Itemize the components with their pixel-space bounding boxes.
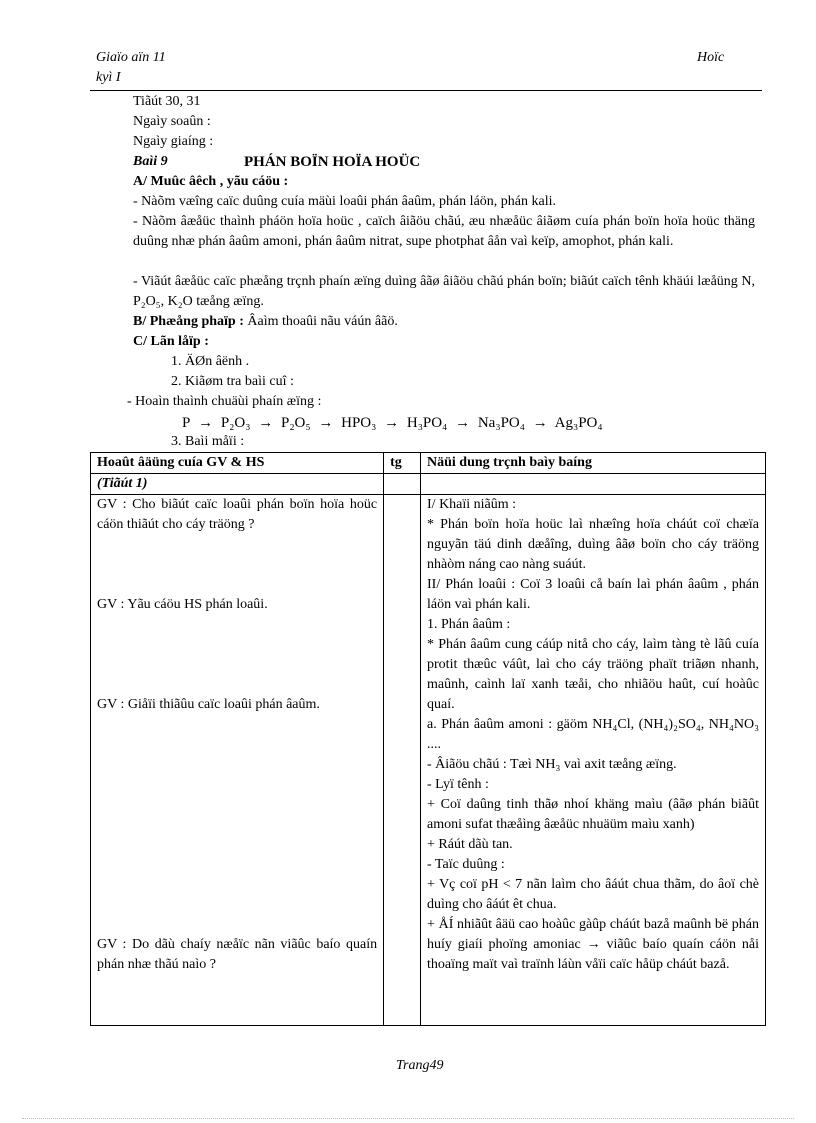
section-b-heading: B/ Phæång phaïp : xyxy=(133,314,244,329)
reaction-chain xyxy=(182,413,607,433)
eq-term: HPO₃ xyxy=(341,415,377,431)
content-line: - Âiãöu chãú : Tæì NH₃ vaì axit tæång æïng. xyxy=(427,757,677,772)
eq-term: H₃PO₄ xyxy=(406,415,448,431)
step-new-lesson: 3. Baìi måïi : xyxy=(171,434,245,449)
gv-question-1: GV : Cho biãút caïc loaûi phán boïn hoïa hoüc cáön thiãút cho cáy träöng ? xyxy=(97,497,378,532)
header-course: Giaïo aïn 11 xyxy=(96,50,166,65)
eq-arrow: → xyxy=(384,415,400,431)
gv-question-2: GV : Yãu cáöu HS phán loaûi. xyxy=(97,597,268,612)
objective-2: - Nàõm âæåüc thaình pháön hoïa hoüc , caïch âiãöu chãú, æu nhæåüc âiãøm cuía phán boïn hoïa hoüc thäng duûng nhæ phán âaûm amoni, phán âaûm nitrat, supe photphat âån vaì keïp, amophot, phán kali. xyxy=(133,214,755,249)
table-body-row xyxy=(91,495,766,1026)
gv-question-3: GV : Giåïi thiãûu caïc loaûi phán âaûm. xyxy=(97,697,320,712)
eq-term: Na₃PO₄ xyxy=(477,415,525,431)
content-line: + Coï daûng tinh thãø nhoí khäng maìu (âãø phán biãût amoni sufat thæåìng âæåüc nhuäüm maìu xanh) xyxy=(427,797,759,832)
table-header-row xyxy=(91,453,766,474)
table-subheader-row xyxy=(91,474,766,495)
section-c-heading: C/ Lãn låïp : xyxy=(133,334,209,349)
section-b-text: Âaìm thoaûi nãu váún âãö. xyxy=(247,314,398,329)
eq-term: Ag₃PO₄ xyxy=(554,415,603,431)
empty-cell xyxy=(421,474,766,495)
teacher-activity-cell xyxy=(91,495,384,1026)
section-b xyxy=(133,312,398,332)
board-content-cell xyxy=(421,495,766,1026)
step-review: 2. Kiãøm tra baìi cuî : xyxy=(171,374,294,389)
eq-term: P₂O₅ xyxy=(280,415,311,431)
content-line: * Phán âaûm cung cáúp nitå cho cáy, laìm tàng tè lãû cuía protit thæûc váût, laì cho cáy träöng phaït triãøn nhanh, maûnh, caình laï xanh tæåi, cho nhiãöu haût, cuí hoàûc quaí. xyxy=(427,637,759,712)
eq-term: P xyxy=(182,415,191,431)
eq-arrow: → xyxy=(258,415,274,431)
objective-3: - Viãút âæåüc caïc phæång trçnh phaín æïng duìng âãø âiãöu chãú phán boïn; biãút caïch tênh khäúi læåüng N, P₂O₅, K₂O tæång æïng. xyxy=(133,274,755,309)
page-number: Trang49 xyxy=(396,1058,444,1073)
eq-arrow: → xyxy=(455,415,471,431)
eq-arrow: → xyxy=(198,415,214,431)
lesson-title: PHÁN BOÏN HOÏA HOÜC xyxy=(244,154,421,170)
content-line: + ÅÍ nhiãût âäü cao hoàûc gàûp cháút bazå maûnh bë phán huíy giaíi phoïng amoniac → viãûc baío quaín cáön nåi thoaïng maït vaì traïnh láùn våïi caïc håüp cháút bazå. xyxy=(427,917,759,972)
header-term: kyì I xyxy=(96,70,121,85)
header-subject: Hoïc xyxy=(697,50,725,65)
step-stabilize: 1. ÄØn âënh . xyxy=(171,354,250,369)
col-header-activity: Hoaût âäüng cuía GV & HS xyxy=(91,453,384,474)
eq-arrow: → xyxy=(532,415,548,431)
lesson-table xyxy=(90,452,766,1026)
content-line: a. Phán âaûm amoni : gäöm NH₄Cl, (NH₄)₂SO₄, NH₄NO₃ .... xyxy=(427,717,759,752)
content-line: 1. Phán âaûm : xyxy=(427,617,511,632)
gv-question-4: GV : Do dãù chaíy næåïc nãn viãûc baío quaín phán nhæ thãú naìo ? xyxy=(97,937,378,972)
content-line: II/ Phán loaûi : Coï 3 loaûi cå baín laì phán âaûm , phán láön vaì phán kali. xyxy=(427,577,759,612)
content-line: - Taïc duûng : xyxy=(427,857,505,872)
page-bottom-rule xyxy=(22,1118,794,1119)
objective-1: - Nàõm væîng caïc duûng cuía mäùi loaûi phán âaûm, phán láön, phán kali. xyxy=(133,194,556,209)
content-line: - Lyï tênh : xyxy=(427,777,489,792)
eq-arrow: → xyxy=(318,415,334,431)
lesson-number: Baìi 9 xyxy=(133,154,168,169)
content-line: * Phán boïn hoïa hoüc laì nhæîng hoïa cháút coï chæïa nguyãn täú dinh dæåîng, duìng âãø boïn cho cáy träöng nhàòm náng cao nàng suáút. xyxy=(427,517,759,572)
period-label: (Tiãút 1) xyxy=(91,474,384,495)
lesson-period: Tiãút 30, 31 xyxy=(133,94,201,109)
content-line: + Vç coï pH < 7 nãn laìm cho âáút chua thãm, do âoï chè duìng cho âáút êt chua. xyxy=(427,877,759,912)
empty-cell xyxy=(384,474,421,495)
col-header-time: tg xyxy=(384,453,421,474)
content-line: I/ Khaïi niãûm : xyxy=(427,497,517,512)
content-line: + Ráút dãù tan. xyxy=(427,837,513,852)
header-rule xyxy=(90,90,762,91)
section-a-heading: A/ Muûc âêch , yãu cáöu : xyxy=(133,174,289,189)
col-header-content: Näüi dung trçnh baìy baíng xyxy=(421,453,766,474)
eq-term: P₂O₃ xyxy=(220,415,251,431)
time-cell xyxy=(384,495,421,1026)
prep-date: Ngaìy soaûn : xyxy=(133,114,211,129)
review-task: - Hoaìn thaình chuäùi phaín æïng : xyxy=(127,394,322,409)
teach-date: Ngaìy giaíng : xyxy=(133,134,214,149)
